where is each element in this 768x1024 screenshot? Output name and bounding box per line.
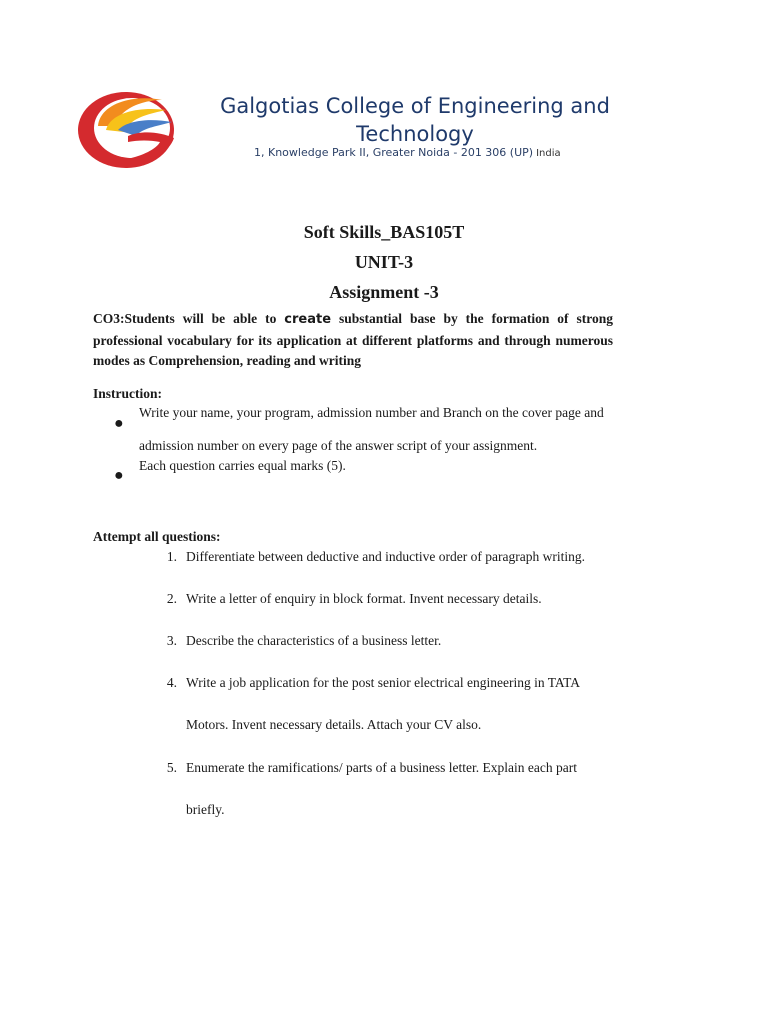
question-2-number: 2. — [166, 591, 177, 606]
question-1-number: 1. — [166, 549, 177, 564]
question-5-text-line2: briefly. — [186, 802, 225, 817]
course-outcome-prefix: CO3:Students will be able to — [93, 311, 285, 326]
question-4-number: 4. — [166, 675, 177, 690]
instruction-heading: Instruction: — [93, 386, 163, 401]
address-text: 1, Knowledge Park II, Greater Noida - 201 306 (UP) — [254, 146, 534, 159]
assignment-title: Assignment -3 — [329, 282, 439, 302]
question-1-text: Differentiate between deductive and inductive order of paragraph writing. — [186, 549, 585, 564]
question-3-number: 3. — [166, 633, 177, 648]
college-name: Galgotias College of Engineering and Technology — [220, 94, 610, 146]
instruction-item-1-line1: Write your name, your program, admission number and Branch on the cover page and — [139, 405, 604, 420]
course-outcome-emphasis: create — [284, 312, 332, 327]
bullet-icon: ● — [114, 415, 124, 432]
question-2-text: Write a letter of enquiry in block format. Invent necessary details. — [186, 591, 542, 606]
question-4-text-line1: Write a job application for the post senior electrical engineering in TATA — [186, 675, 581, 690]
instruction-item-1-line2: admission number on every page of the answer script of your assignment. — [139, 438, 538, 453]
bullet-icon: ● — [114, 467, 124, 484]
course-outcome — [93, 309, 613, 372]
address-country: India — [536, 148, 561, 159]
course-outcome-rest: substantial base by the formation of strong professional vocabulary for its application at different platforms and through numerous modes as Comprehension, reading and writing — [93, 311, 613, 368]
questions-heading: Attempt all questions: — [93, 529, 221, 544]
course-title: Soft Skills_BAS105T — [303, 222, 465, 242]
question-5-number: 5. — [166, 760, 177, 775]
unit-title: UNIT-3 — [354, 252, 414, 272]
college-address — [254, 146, 561, 159]
question-4-text-line2: Motors. Invent necessary details. Attach your CV also. — [186, 717, 482, 732]
question-5-text-line1: Enumerate the ramifications/ parts of a business letter. Explain each part — [186, 760, 577, 775]
college-logo — [76, 86, 186, 170]
question-3-text: Describe the characteristics of a business letter. — [186, 633, 442, 648]
instruction-item-2-line1: Each question carries equal marks (5). — [139, 458, 346, 473]
